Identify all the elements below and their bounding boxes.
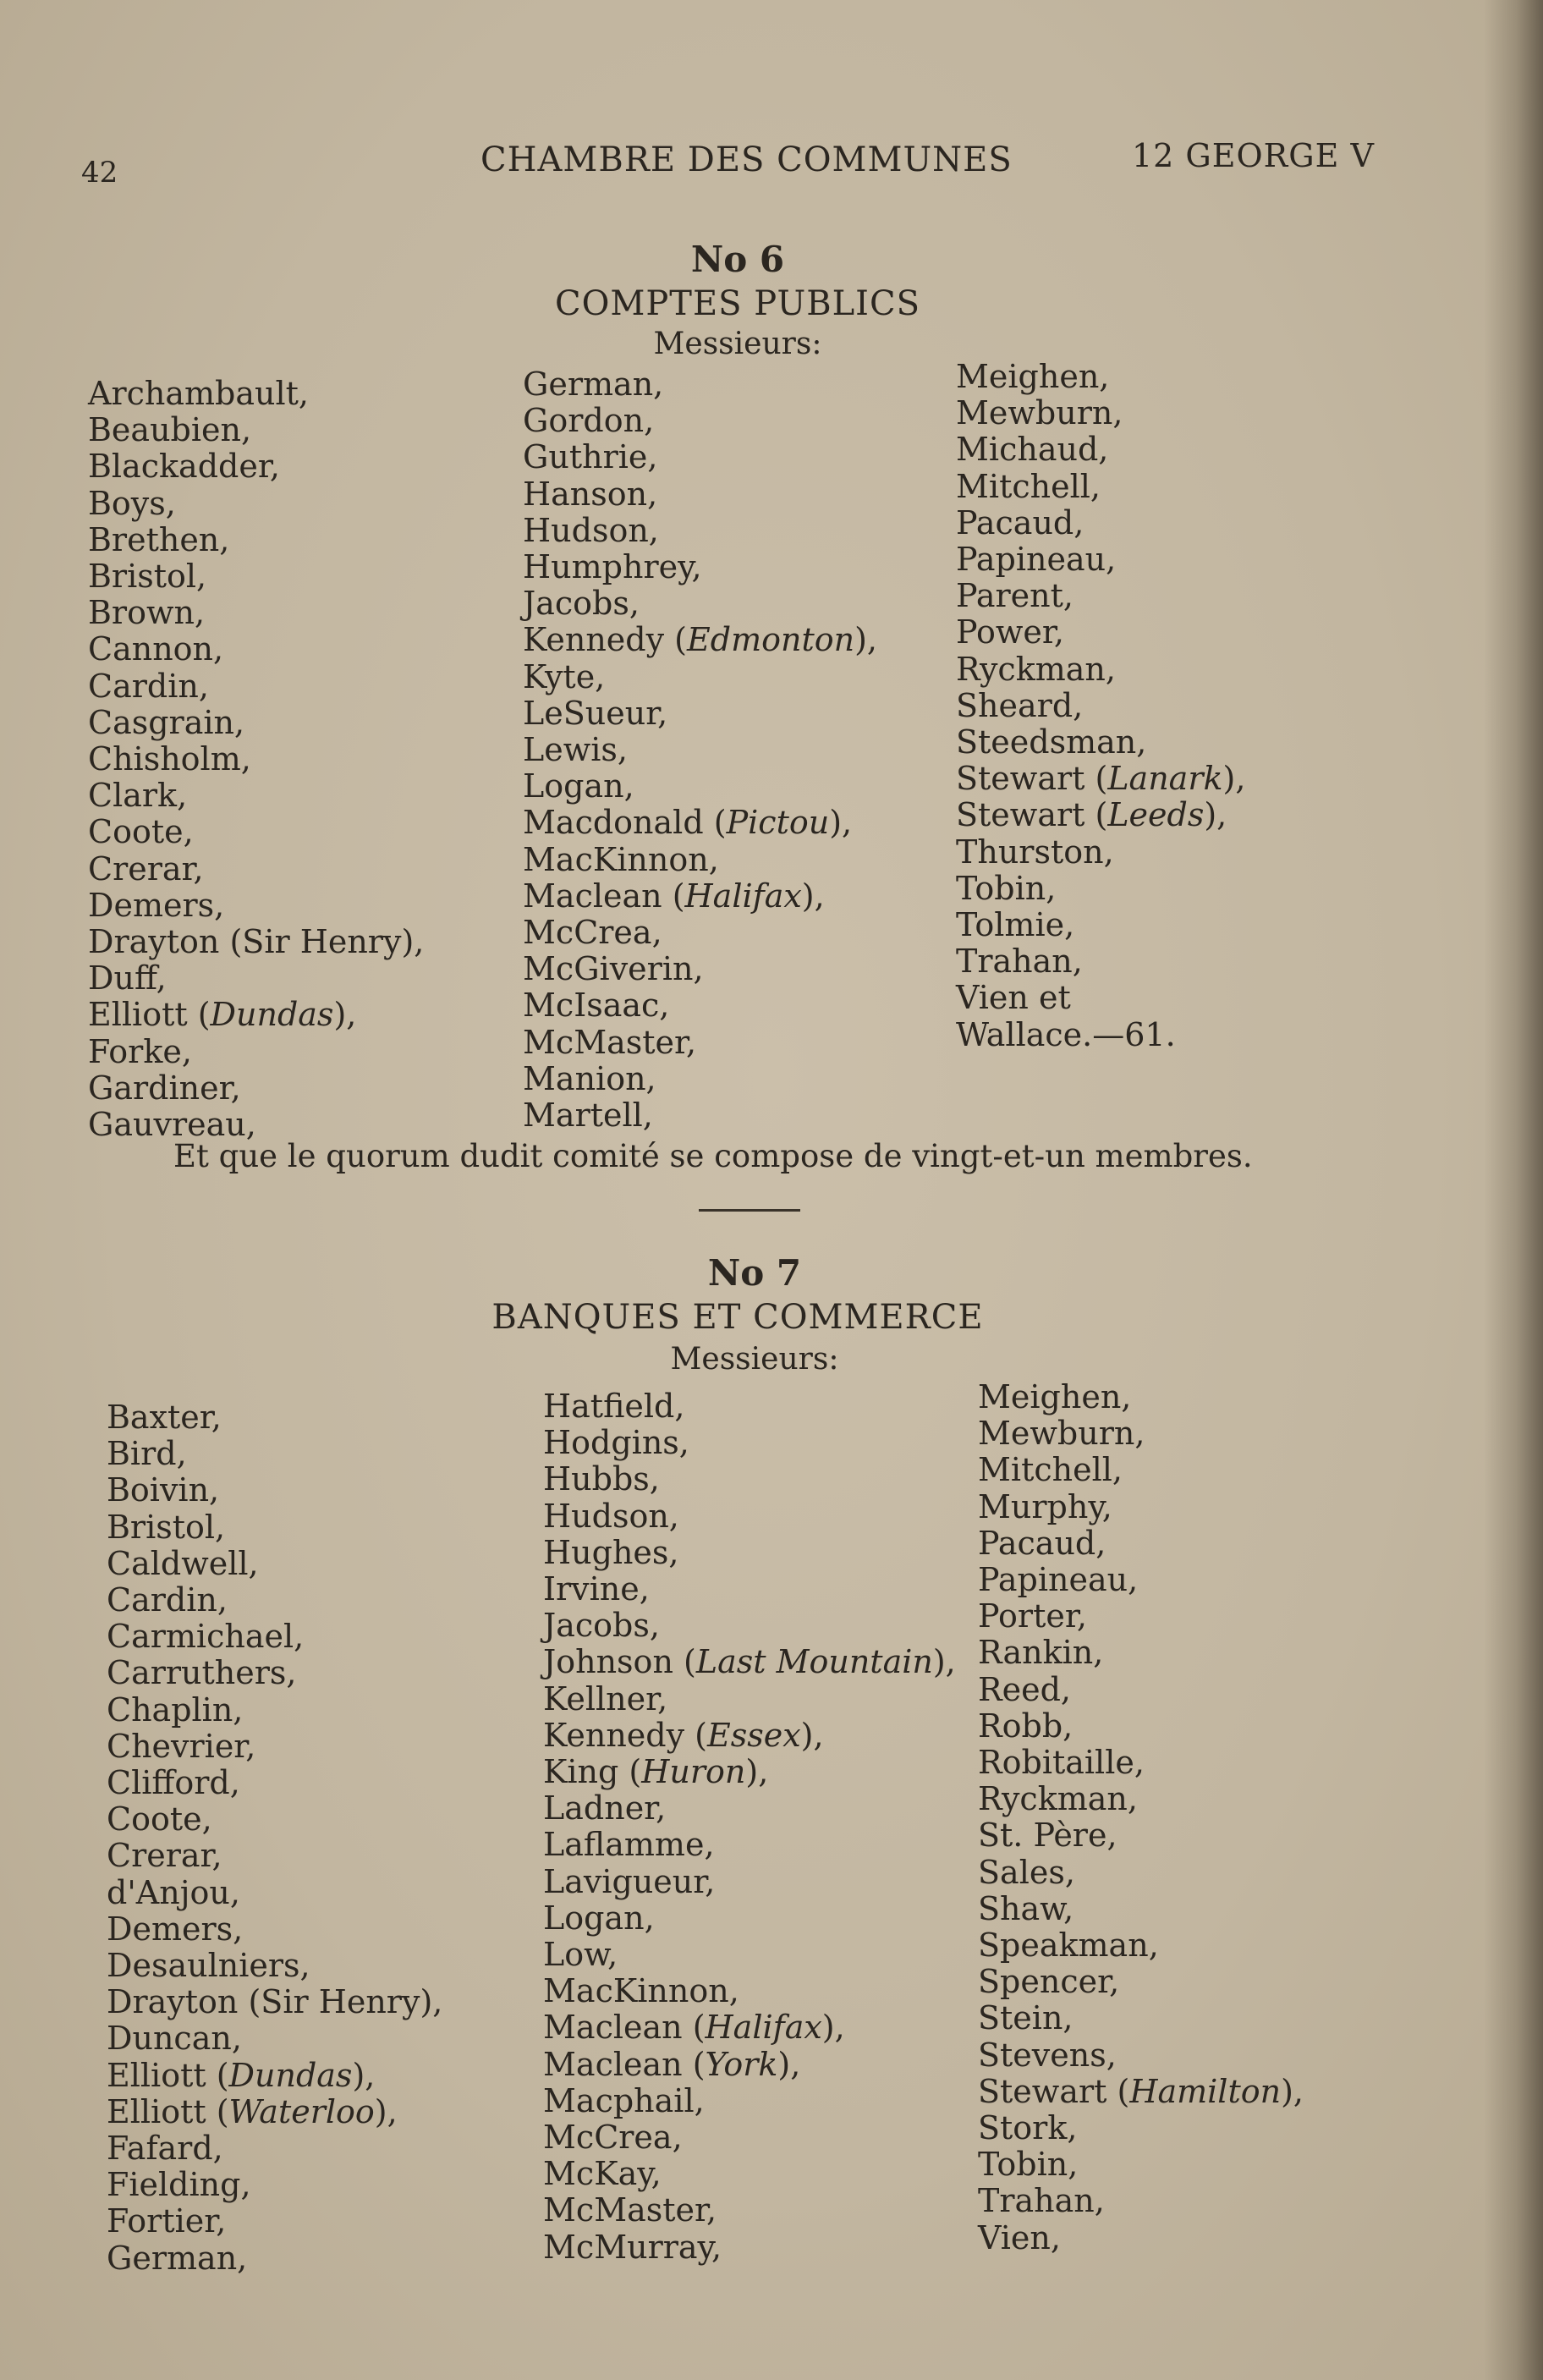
member-name: Humphrey, xyxy=(523,548,702,586)
section7-column-1 xyxy=(107,1399,442,2277)
section6-column-2 xyxy=(523,366,877,1134)
member-name: Porter, xyxy=(978,1597,1087,1635)
member-name: Hudson, xyxy=(523,511,659,549)
member-name: Fielding, xyxy=(107,2166,251,2204)
member-name: Chisholm, xyxy=(88,740,251,778)
member-name: d'Anjou, xyxy=(107,1873,240,1911)
member-name: MacKinnon, xyxy=(543,1972,739,2010)
member-name: McCrea, xyxy=(543,2119,683,2157)
member-name: McMurray, xyxy=(543,2228,722,2266)
member-name: Robb, xyxy=(978,1707,1074,1745)
member-name: Irvine, xyxy=(543,1570,650,1608)
member-name: Parent, xyxy=(956,577,1074,615)
section6-title: COMPTES PUBLICS xyxy=(555,284,920,323)
member-name: Boivin, xyxy=(107,1471,220,1509)
member-name: Chaplin, xyxy=(107,1690,244,1729)
member-name: Thurston, xyxy=(956,833,1114,871)
member-name: Bristol, xyxy=(107,1508,226,1546)
section7-column-2 xyxy=(543,1388,956,2266)
member-name: Duff, xyxy=(88,959,167,998)
member-name: Hodgins, xyxy=(543,1424,689,1462)
member-name: Kennedy (Essex), xyxy=(543,1716,824,1754)
member-name: Clark, xyxy=(88,777,188,815)
section6-column-1 xyxy=(88,376,424,1143)
member-name: Vien et xyxy=(956,979,1071,1017)
member-name: Mewburn, xyxy=(978,1415,1145,1453)
member-name: Elliott (Waterloo), xyxy=(107,2092,398,2130)
member-name: Logan, xyxy=(523,767,634,805)
member-name: Manion, xyxy=(523,1059,656,1097)
member-name: Demers, xyxy=(107,1910,244,1948)
member-name: Pacaud, xyxy=(978,1524,1106,1562)
member-name: Johnson (Last Mountain), xyxy=(543,1643,956,1681)
section7-column-3 xyxy=(978,1379,1304,2256)
member-name: German, xyxy=(523,366,664,403)
section6-column-3 xyxy=(956,359,1245,1053)
member-name: St. Père, xyxy=(978,1817,1117,1855)
member-name: Power, xyxy=(956,613,1064,651)
member-name: Meighen, xyxy=(978,1378,1132,1415)
member-name: Tolmie, xyxy=(956,906,1075,944)
member-name: Casgrain, xyxy=(88,703,245,741)
member-name: Hudson, xyxy=(543,1497,679,1535)
section6-quorum: Et que le quorum dudit comité se compose de vingt-et-un membres. xyxy=(173,1138,1253,1174)
member-name: Murphy, xyxy=(978,1487,1112,1525)
member-name: Low, xyxy=(543,1936,618,1974)
member-name: Kyte, xyxy=(523,657,606,695)
member-name: Coote, xyxy=(88,813,194,851)
member-name: Caldwell, xyxy=(107,1544,259,1582)
page-title: CHAMBRE DES COMMUNES xyxy=(480,140,1013,179)
member-name: Stein, xyxy=(978,1999,1074,2037)
member-name: Beaubien, xyxy=(88,411,252,449)
member-name: Brethen, xyxy=(88,520,230,558)
member-name: Gordon, xyxy=(523,402,655,440)
section-divider xyxy=(699,1209,800,1212)
member-name: Ryckman, xyxy=(956,650,1116,688)
member-name: Vien, xyxy=(978,2218,1061,2256)
member-name: Fafard, xyxy=(107,2130,223,2168)
member-name: Rankin, xyxy=(978,1634,1104,1672)
page-header xyxy=(0,135,1543,190)
member-name: Demers, xyxy=(88,886,225,924)
section7-messieurs: Messieurs: xyxy=(670,1342,839,1377)
member-name: Coote, xyxy=(107,1800,212,1839)
member-name: Brown, xyxy=(88,594,206,632)
member-name: Crerar, xyxy=(88,849,204,888)
member-name: Drayton (Sir Henry), xyxy=(107,1983,443,2021)
member-name: McIsaac, xyxy=(523,987,670,1025)
member-name: McMaster, xyxy=(543,2191,717,2229)
member-name: Blackadder, xyxy=(88,448,280,486)
member-name: Jacobs, xyxy=(523,585,640,623)
member-name: Archambault, xyxy=(88,375,310,412)
member-name: Meighen, xyxy=(956,358,1110,395)
member-name: MacKinnon, xyxy=(523,840,719,878)
member-name: King (Huron), xyxy=(543,1753,769,1791)
member-name: Martell, xyxy=(523,1097,653,1135)
member-name: McGiverin, xyxy=(523,950,704,988)
member-name: Trahan, xyxy=(956,943,1083,981)
member-name: Crerar, xyxy=(107,1837,222,1875)
member-name: Steedsman, xyxy=(956,723,1147,761)
member-name: Mewburn, xyxy=(956,394,1123,432)
member-name: Forke, xyxy=(88,1032,192,1070)
member-name: Hatfield, xyxy=(543,1388,685,1425)
member-name: Kellner, xyxy=(543,1679,668,1718)
member-name: German, xyxy=(107,2239,248,2277)
member-name: Carruthers, xyxy=(107,1654,297,1692)
section6-messieurs: Messieurs: xyxy=(653,327,822,361)
member-name: Bristol, xyxy=(88,558,207,596)
member-name: Macdonald (Pictou), xyxy=(523,804,853,842)
member-name: Cardin, xyxy=(88,667,209,705)
member-name: Cannon, xyxy=(88,630,224,668)
member-name: Hughes, xyxy=(543,1533,679,1571)
member-name: Gardiner, xyxy=(88,1069,241,1107)
member-name: McKay, xyxy=(543,2155,662,2193)
member-name: Trahan, xyxy=(978,2182,1105,2220)
reign-label: 12 GEORGE V xyxy=(1132,137,1375,174)
member-name: Desaulniers, xyxy=(107,1947,310,1985)
member-name: Ryckman, xyxy=(978,1780,1138,1818)
member-name: Tobin, xyxy=(956,869,1057,907)
member-name: Gauvreau, xyxy=(88,1106,256,1144)
member-name: Elliott (Dundas), xyxy=(88,996,357,1034)
member-name: Lewis, xyxy=(523,731,628,769)
member-name: Elliott (Dundas), xyxy=(107,2056,376,2094)
member-name: McMaster, xyxy=(523,1023,697,1061)
member-name: McCrea, xyxy=(523,914,662,952)
member-name: Shaw, xyxy=(978,1889,1074,1927)
member-name: Jacobs, xyxy=(543,1607,660,1645)
member-name: Stewart (Lanark), xyxy=(956,760,1246,798)
member-name: LeSueur, xyxy=(523,694,668,732)
member-name: Fortier, xyxy=(107,2202,227,2240)
member-name: Hanson, xyxy=(523,475,658,513)
member-name: Maclean (Halifax), xyxy=(543,2009,845,2047)
member-name: Carmichael, xyxy=(107,1618,305,1656)
member-name: Tobin, xyxy=(978,2146,1079,2184)
member-name: Kennedy (Edmonton), xyxy=(523,621,877,659)
member-name: Mitchell, xyxy=(956,467,1101,505)
member-name: Laflamme, xyxy=(543,1826,715,1864)
member-name: Boys, xyxy=(88,484,176,522)
member-name: Sheard, xyxy=(956,686,1084,724)
member-name: Mitchell, xyxy=(978,1451,1123,1489)
member-name: Guthrie, xyxy=(523,438,658,476)
member-name: Macphail, xyxy=(543,2081,705,2119)
member-name: Stevens, xyxy=(978,2036,1117,2074)
member-name: Maclean (York), xyxy=(543,2045,801,2083)
member-name: Stewart (Leeds), xyxy=(956,796,1227,834)
member-name: Papineau, xyxy=(956,541,1117,579)
member-name: Michaud, xyxy=(956,431,1109,469)
page-number: 42 xyxy=(81,156,118,190)
section7-title: BANQUES ET COMMERCE xyxy=(491,1298,984,1337)
member-name: Pacaud, xyxy=(956,503,1084,541)
member-name: Logan, xyxy=(543,1899,655,1937)
member-name: Robitaille, xyxy=(978,1744,1145,1782)
member-name: Baxter, xyxy=(107,1399,222,1436)
member-name: Lavigueur, xyxy=(543,1862,716,1900)
member-name: Drayton (Sir Henry), xyxy=(88,923,425,961)
member-name: Speakman, xyxy=(978,1927,1159,1965)
section7-number: No 7 xyxy=(707,1252,802,1294)
member-name: Reed, xyxy=(978,1670,1071,1708)
member-name: Maclean (Halifax), xyxy=(523,877,825,915)
member-name: Stewart (Hamilton), xyxy=(978,2072,1304,2110)
member-name: Cardin, xyxy=(107,1581,228,1619)
member-name: Hubbs, xyxy=(543,1460,660,1498)
member-name: Bird, xyxy=(107,1435,187,1473)
section6-number: No 6 xyxy=(690,239,785,280)
member-name: Chevrier, xyxy=(107,1727,256,1765)
member-name: Spencer, xyxy=(978,1963,1120,2001)
member-name: Ladner, xyxy=(543,1789,667,1828)
member-name: Duncan, xyxy=(107,2020,242,2058)
member-name: Clifford, xyxy=(107,1764,240,1802)
member-name: Papineau, xyxy=(978,1561,1139,1599)
member-name: Wallace.—61. xyxy=(956,1015,1176,1053)
member-name: Sales, xyxy=(978,1853,1075,1891)
member-name: Stork, xyxy=(978,2109,1078,2147)
